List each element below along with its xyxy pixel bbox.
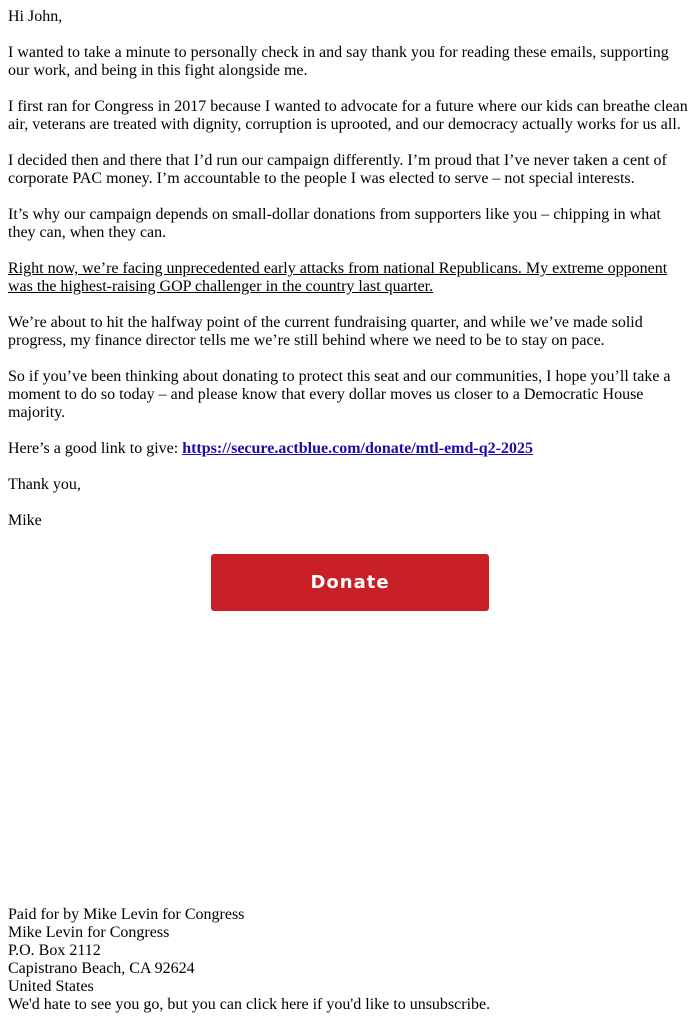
signature: Mike [8, 512, 42, 529]
footer-city-state: Capistrano Beach, CA 92624 [8, 960, 195, 977]
footer-po-box: P.O. Box 2112 [8, 942, 101, 959]
give-link-line [8, 440, 692, 458]
donate-button[interactable]: Donate [211, 554, 489, 611]
donate-link[interactable]: https://secure.actblue.com/donate/mtl-emd-q2-2025 [182, 440, 533, 457]
unsubscribe-link[interactable]: We'd hate to see you go, but you can click here if you'd like to unsubscribe. [8, 996, 491, 1013]
greeting: Hi John, [8, 8, 63, 25]
paragraph-no-pac: I decided then and there that I’d run our campaign differently. I’m proud that I’ve never taken a cent of corporate PAC money. I’m accountable to the people I was elected to serve – not special interests. [8, 152, 667, 187]
paragraph-ask: So if you’ve been thinking about donating to protect this seat and our communities, I hope you’ll take a moment to do so today – and please know that every dollar moves us closer to a Democratic House majority. [8, 368, 671, 421]
paragraph-attacks: Right now, we’re facing unprecedented early attacks from national Republicans. My extreme opponent was the highest-raising GOP challenger in the country last quarter. [8, 260, 668, 295]
footer-paid-for: Paid for by Mike Levin for Congress [8, 906, 245, 923]
paragraph-first-ran: I first ran for Congress in 2017 because I wanted to advocate for a future where our kids can breathe clean air, veterans are treated with dignity, corruption is uprooted, and our democracy actually works for us all. [8, 98, 688, 133]
donate-button-row [0, 554, 700, 611]
paragraph-halfway: We’re about to hit the halfway point of the current fundraising quarter, and while we’ve made solid progress, my finance director tells me we’re still behind where we need to be to stay on pace. [8, 314, 643, 349]
closing: Thank you, [8, 476, 81, 493]
paragraph-thanks: I wanted to take a minute to personally check in and say thank you for reading these emails, supporting our work, and being in this fight alongside me. [8, 44, 669, 79]
email-body [8, 8, 692, 548]
paragraph-small-dollar: It’s why our campaign depends on small-dollar donations from supporters like you – chipping in what they can, when they can. [8, 206, 661, 241]
footer-committee-name: Mike Levin for Congress [8, 924, 170, 941]
footer [8, 906, 692, 1014]
footer-country: United States [8, 978, 94, 995]
link-intro: Here’s a good link to give: [8, 440, 183, 457]
